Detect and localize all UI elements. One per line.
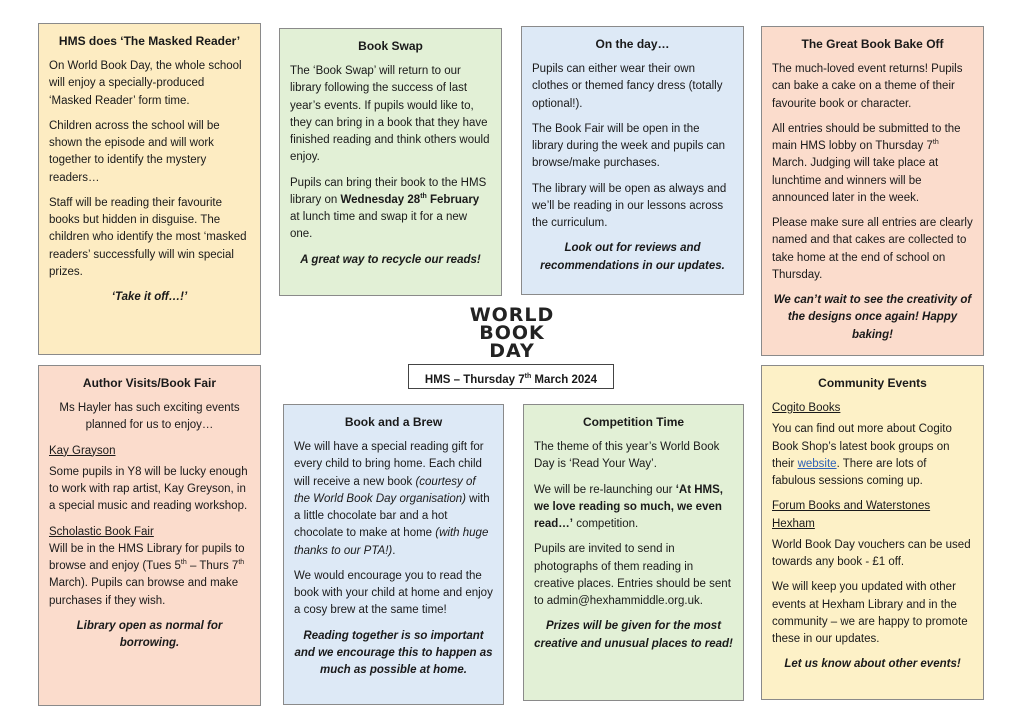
- author-visits-tagline: Library open as normal for borrowing.: [76, 619, 223, 649]
- competition-title: Competition Time: [582, 415, 685, 429]
- book-swap-title: Book Swap: [358, 39, 423, 53]
- competition-tagline: Prizes will be given for the most creative and unusual places to read!: [534, 620, 733, 650]
- community-events-title: Community Events: [818, 376, 927, 390]
- community-tagline: Let us know about other events!: [784, 658, 961, 671]
- author-visits-title: Author Visits/Book Fair: [82, 376, 217, 390]
- on-the-day-title: On the day…: [595, 37, 670, 51]
- book-swap-p1: The ‘Book Swap’ will return to our library following the success of last year’s events. If pupils would like to, they can bring in a book that they have finished reading and think others would enjoy.: [290, 65, 490, 164]
- cogito-website-link[interactable]: website: [797, 457, 837, 470]
- competition-p2: We will be re-launching our ‘At HMS, we love reading so much, we even read…’ competition.: [534, 483, 723, 530]
- masked-reader-tagline: ‘Take it off…!’: [111, 291, 188, 303]
- masked-reader-p1: On World Book Day, the whole school will enjoy a specially-produced ‘Masked Reader’ form time.: [49, 60, 242, 107]
- masked-reader-box: [38, 23, 261, 355]
- community-events-box: [761, 365, 984, 700]
- book-swap-tagline: A great way to recycle our reads!: [300, 253, 481, 266]
- on-the-day-p1: Pupils can either wear their own clothes or themed fancy dress (totally optional!).: [532, 63, 723, 110]
- bake-off-tagline: We can’t wait to see the creativity of the designs once again! Happy baking!: [773, 294, 972, 341]
- community-p3: We will keep you updated with other events at Hexham Library and in the community – we are happy to promote these in our updates.: [772, 581, 968, 645]
- date-banner: HMS – Thursday 7th March 2024: [408, 364, 614, 389]
- competition-box: [523, 404, 744, 701]
- author-visits-p1: Some pupils in Y8 will be lucky enough to work with rap artist, Kay Greyson, in a special music and reading workshop.: [49, 465, 248, 513]
- author-visits-heading-scholastic: Scholastic Book Fair: [49, 525, 154, 538]
- book-brew-box: [283, 404, 504, 705]
- on-the-day-tagline: Look out for reviews and recommendations in our updates.: [540, 242, 725, 272]
- author-visits-heading-kay: Kay Grayson: [49, 444, 116, 457]
- on-the-day-p2: The Book Fair will be open in the library during the week and pupils can browse/make purchases.: [532, 122, 726, 170]
- book-swap-p2: Pupils can bring their book to the HMS library on Wednesday 28th February at lunch time and swap it for a new one.: [290, 176, 487, 241]
- book-brew-title: Book and a Brew: [344, 415, 443, 429]
- world-book-day-logo: WORLD BOOK DAY: [469, 304, 555, 362]
- community-heading-cogito: Cogito Books: [772, 402, 841, 414]
- bake-off-p2: All entries should be submitted to the main HMS lobby on Thursday 7th March. Judging will take place at lunchtime and winners will be announced later in the week.: [772, 122, 961, 204]
- bake-off-box: [761, 26, 984, 356]
- community-heading-forum: Forum Books and Waterstones Hexham: [772, 500, 931, 530]
- on-the-day-p3: The library will be open as always and we’ll be reading in our lessons across the curriculum.: [532, 182, 727, 229]
- author-visits-box: [38, 365, 261, 706]
- author-visits-p2: Will be in the HMS Library for pupils to browse and enjoy (Tues 5th – Thurs 7th March). Pupils can browse and make purchases if they wish.: [49, 542, 245, 607]
- masked-reader-title: HMS does ‘The Masked Reader’: [58, 34, 241, 48]
- community-p1: You can find out more about Cogito Book Shop’s latest book groups on their website. There are lots of fabulous sessions coming up.: [772, 423, 952, 487]
- bake-off-title: The Great Book Bake Off: [801, 37, 944, 51]
- book-swap-box: [279, 28, 502, 296]
- bake-off-p3: Please make sure all entries are clearly named and that cakes are collected to take home at the end of school on Thursday.: [772, 217, 973, 281]
- community-p2: World Book Day vouchers can be used towards any book - £1 off.: [772, 538, 971, 568]
- masked-reader-p3: Staff will be reading their favourite books but hidden in disguise. The children who identify the most ‘masked readers’ successfully will win special prizes.: [49, 196, 247, 278]
- bake-off-p1: The much-loved event returns! Pupils can bake a cake on a theme of their favourite book or character.: [772, 63, 963, 110]
- on-the-day-box: [521, 26, 744, 295]
- competition-p1: The theme of this year’s World Book Day is ‘Read Your Way’.: [534, 441, 720, 471]
- book-brew-tagline: Reading together is so important and we encourage this to happen as much as possible at home.: [294, 629, 493, 676]
- author-visits-intro: Ms Hayler has such exciting events planned for us to enjoy…: [59, 402, 240, 432]
- competition-p3: Pupils are invited to send in photographs of them reading in creative places. Entries should be sent to admin@hexhammiddle.org.uk.: [534, 543, 731, 607]
- masked-reader-p2: Children across the school will be shown the episode and will work together to identify the mystery readers…: [49, 119, 220, 184]
- book-brew-p2: We would encourage you to read the book with your child at home and enjoy a cosy brew at the same time!: [294, 569, 493, 617]
- book-brew-p1: We will have a special reading gift for every child to bring home. Each child will receive a new book (courtesy of the World Book Day organisation) with a little chocolate bar and a hot chocolate to make at home (with huge thanks to our PTA!).: [294, 441, 490, 557]
